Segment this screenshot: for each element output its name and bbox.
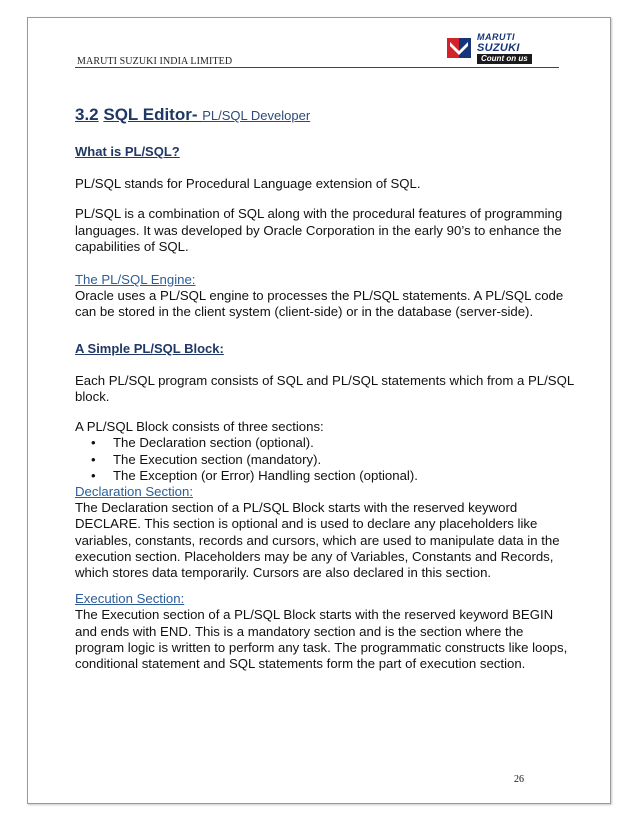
declaration-heading: Declaration Section:	[75, 484, 194, 500]
section-main-title: SQL Editor	[103, 105, 192, 124]
list-item: • The Exception (or Error) Handling section (optional).	[113, 468, 575, 484]
section-separator: -	[191, 105, 203, 124]
section-number: 3.2	[75, 105, 99, 124]
what-paragraph-2: PL/SQL is a combination of SQL along with the procedural features of programming languages. It was developed by Oracle Corporation in the early 90’s to enhance the capabilities of SQL.	[75, 206, 563, 254]
block-paragraph-1: Each PL/SQL program consists of SQL and PL/SQL statements which from a PL/SQL block.	[75, 372, 574, 405]
engine-heading: The PL/SQL Engine:	[75, 272, 196, 288]
what-heading: What is PL/SQL?	[75, 144, 180, 159]
section-subtitle: PL/SQL Developer	[202, 108, 311, 123]
section-list	[75, 435, 575, 484]
list-item: • The Declaration section (optional).	[113, 435, 575, 451]
declaration-paragraph: The Declaration section of a PL/SQL Block starts with the reserved keyword DECLARE. This section is optional and is used to declare any placeholders like variables, constants, records and cursors, which are used to manipulate data in the execution section. Placeholders may be any of Variables, Constants and Records, which stores data temporarily. Cursors are also declared in this section.	[75, 500, 560, 581]
list-item: • The Execution section (mandatory).	[113, 452, 575, 468]
engine-paragraph: Oracle uses a PL/SQL engine to processes the PL/SQL statements. A PL/SQL code can be stored in the client system (client-side) or in the database (server-side).	[75, 288, 564, 320]
section-title	[75, 104, 575, 127]
page-number: 26	[514, 774, 524, 785]
document-body	[75, 104, 575, 672]
block-heading: A Simple PL/SQL Block:	[75, 340, 224, 356]
logo-mark-icon	[447, 36, 471, 60]
execution-paragraph: The Execution section of a PL/SQL Block starts with the reserved keyword BEGIN and ends with END. This is a mandatory section and is the section where the program logic is written to perform any task. The programmatic constructs like loops, conditional statement and SQL statements form the part of execution section.	[75, 607, 568, 672]
header-divider	[75, 67, 559, 68]
logo-tagline: Count on us	[477, 54, 532, 64]
company-logo	[447, 32, 559, 64]
block-paragraph-2: A PL/SQL Block consists of three sections:	[75, 419, 324, 435]
header-company-name: MARUTI SUZUKI INDIA LIMITED	[77, 56, 233, 67]
logo-wordmark: MARUTI SUZUKI	[477, 32, 520, 54]
execution-heading: Execution Section:	[75, 591, 185, 607]
what-paragraph-1: PL/SQL stands for Procedural Language extension of SQL.	[75, 176, 421, 192]
